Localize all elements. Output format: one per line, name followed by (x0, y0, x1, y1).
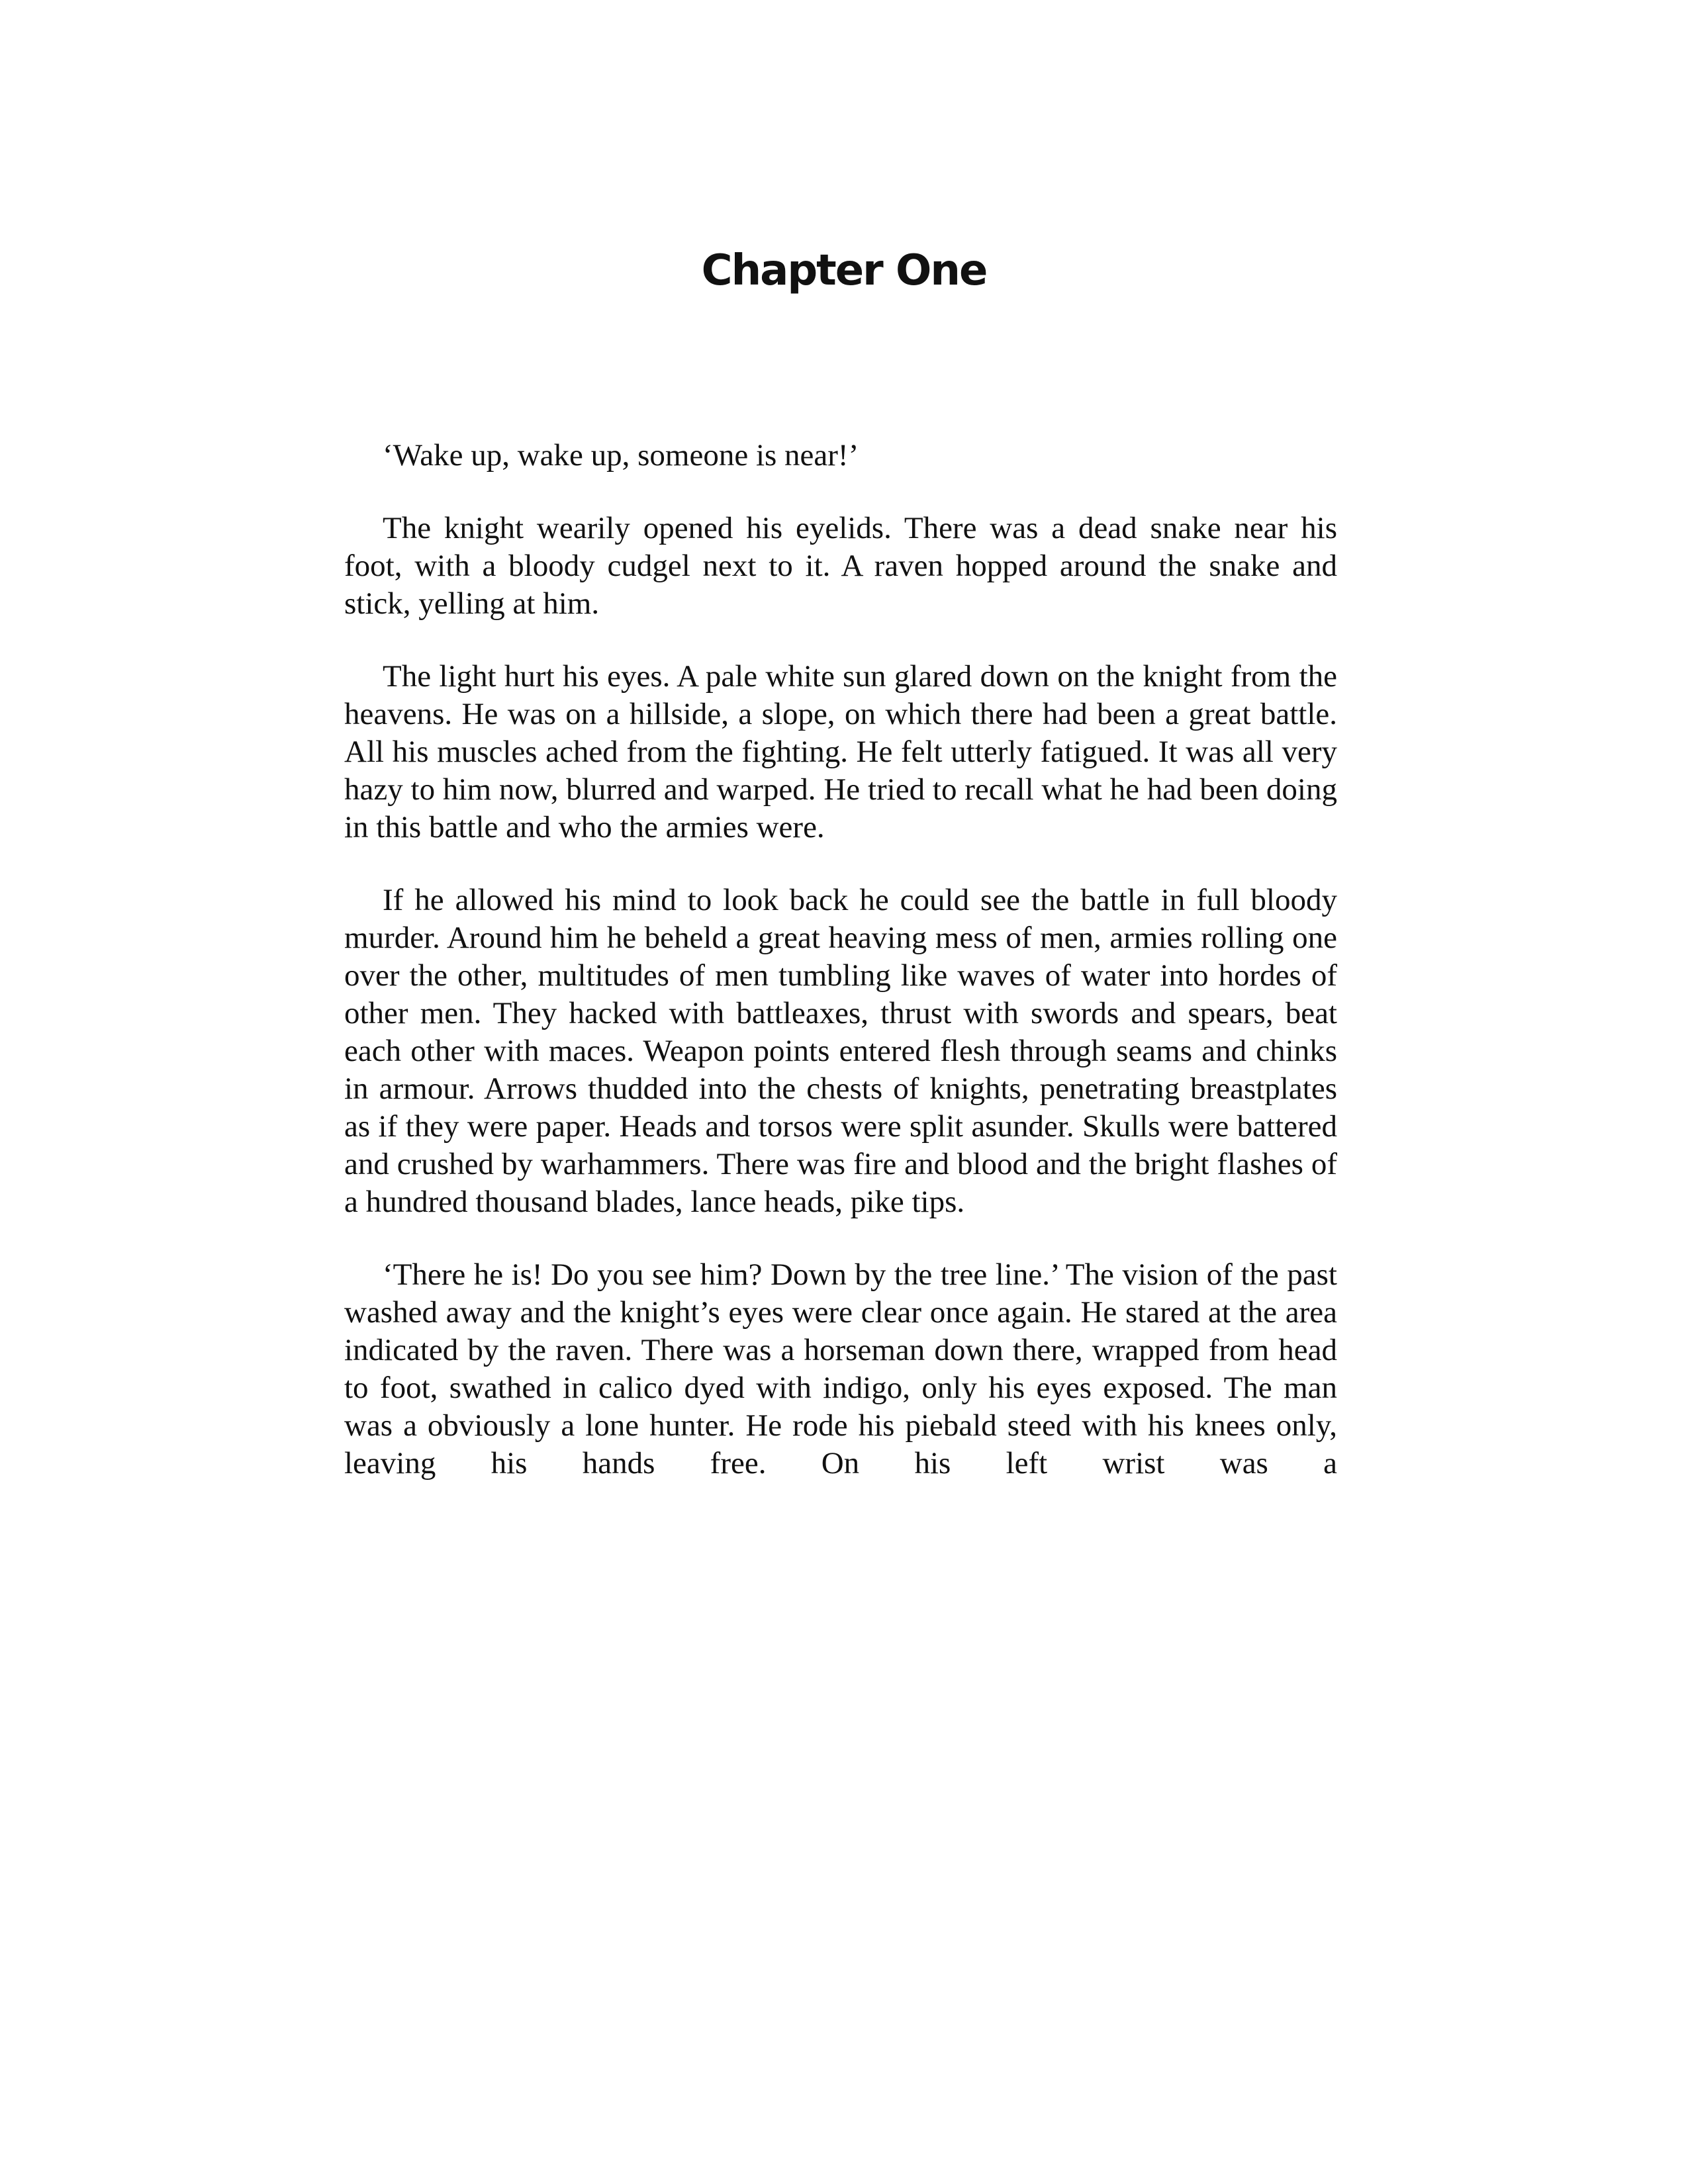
paragraph-4: If he allowed his mind to look back he could see the battle in full bloody murder. Around him he beheld a great heaving mess of men, armies rolling one over the other, multitudes of men tumbling like waves of water into hordes of other men. They hacked with battleaxes, thrust with swords and spears, beat each other with maces. Weapon points entered flesh through seams and chinks in armour. Arrows thudded into the chests of knights, penetrating breastplates as if they were paper. Heads and torsos were split asunder. Skulls were battered and crushed by warhammers. There was fire and blood and the bright flashes of a hundred thousand blades, lance heads, pike tips. (344, 883, 1337, 1219)
chapter-title: Chapter One (701, 246, 987, 295)
paragraph-5: ‘There he is! Do you see him? Down by the tree line.’ The vision of the past washed away and the knight’s eyes were clear once again. He stared at the area indicated by the raven. There was a horseman down there, wrapped from head to foot, swathed in calico dyed with indigo, only his eyes exposed. The man was a obviously a lone hunter. He rode his piebald steed with his knees only, leaving his hands free. On his left wrist was a (344, 1257, 1337, 1480)
chapter-body (344, 437, 1337, 1482)
paragraph-3: The light hurt his eyes. A pale white sun glared down on the knight from the heavens. He was on a hillside, a slope, on which there had been a great battle. All his muscles ached from the fighting. He felt utterly fatigued. It was all very hazy to him now, blurred and warped. He tried to recall what he had been doing in this battle and who the armies were. (344, 659, 1337, 844)
paragraph-1: ‘Wake up, wake up, someone is near!’ (383, 438, 859, 473)
paragraph-2: The knight wearily opened his eyelids. There was a dead snake near his foot, with a bloody cudgel next to it. A raven hopped around the snake and stick, yelling at him. (344, 511, 1337, 621)
